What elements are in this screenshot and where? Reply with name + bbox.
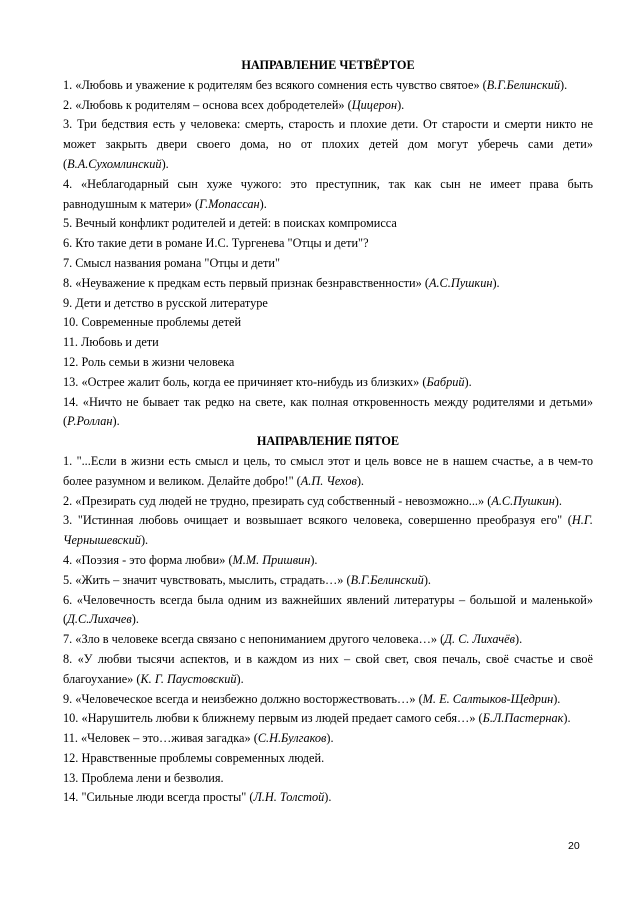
list-item [63, 313, 593, 333]
item-text-end: ). [310, 552, 318, 567]
quote-author: К. Г. Паустовский [140, 671, 237, 686]
section-five [63, 432, 593, 808]
list-item [63, 254, 593, 274]
list-item [63, 175, 593, 215]
item-text: 9. «Человеческое всегда и неизбежно должно восторжествовать…» ( [63, 691, 423, 706]
item-text: 3. "Истинная любовь очищает и возвышает всякого человека, совершенно преобразуя его" ( [63, 513, 572, 528]
item-text-end: ). [464, 374, 472, 389]
list-item [63, 551, 593, 571]
list-item [63, 650, 593, 690]
quote-author: М.М. Пришвин [232, 552, 311, 567]
quote-author: Б.Л.Пастернак [482, 711, 564, 726]
item-text-end: ). [140, 533, 149, 548]
list-item [63, 294, 593, 314]
list-item [63, 234, 593, 254]
item-text-end: ). [423, 572, 431, 587]
quote-author: Р.Роллан [67, 414, 113, 429]
list-item [63, 709, 593, 729]
item-text-end: ). [492, 275, 500, 290]
document-page [63, 56, 593, 808]
quote-author: В.Г.Белинский [350, 572, 424, 587]
item-text-end: ). [563, 711, 571, 726]
item-text: 4. «Поэзия - это форма любви» ( [63, 552, 233, 567]
item-text: 7. «Зло в человеке всегда связано с непониманием другого человека…» ( [63, 632, 445, 647]
item-text: 13. Проблема лени и безволия. [63, 770, 224, 785]
list-item [63, 76, 593, 96]
item-text: 2. «Презирать суд людей не трудно, презирать суд собственный - невозможно...» ( [63, 493, 492, 508]
quote-author: Д. С. Лихачёв [444, 632, 515, 647]
quote-author: А.С.Пушкин [491, 493, 555, 508]
item-text: 5. «Жить – значит чувствовать, мыслить, страдать…» ( [63, 572, 351, 587]
section-heading: НАПРАВЛЕНИЕ ЧЕТВЁРТОЕ [241, 58, 415, 72]
quote-author: Бабрий [426, 374, 465, 389]
item-text: 5. Вечный конфликт родителей и детей: в поисках компромисса [63, 216, 397, 231]
section-heading: НАПРАВЛЕНИЕ ПЯТОЕ [256, 434, 400, 449]
quote-author: А.П. Чехов [300, 473, 357, 488]
list-item [63, 591, 593, 631]
item-text-end: ). [324, 790, 332, 805]
item-text: 14. «Ничто не бывает так редко на свете, как полная откровенность между родителями и детьми» ( [63, 394, 593, 429]
item-text: 11. «Человек – это…живая загадка» ( [63, 731, 258, 746]
item-text-end: ). [356, 473, 364, 488]
item-text: 13. «Острее жалит боль, когда ее причиняет кто-нибудь из близких» ( [63, 374, 427, 389]
list-item [63, 788, 593, 808]
list-item [63, 769, 593, 789]
item-text-end: ). [397, 97, 405, 112]
item-text-end: ). [554, 493, 562, 508]
list-item [63, 373, 593, 393]
quote-author: А.С.Пушкин [428, 275, 493, 290]
list-item [63, 274, 593, 294]
item-text-end: ). [236, 671, 244, 686]
list-item [63, 690, 593, 710]
item-text: 2. «Любовь к родителям – основа всех добродетелей» ( [63, 97, 352, 112]
quote-author: М. Е. Салтыков-Щедрин [422, 691, 554, 706]
item-text: 6. Кто такие дети в романе И.С. Тургенева "Отцы и дети"? [63, 236, 369, 251]
list-item [63, 333, 593, 353]
item-text-end: ). [326, 731, 334, 746]
item-text: 14. "Сильные люди всегда просты" ( [63, 790, 254, 805]
list-item [63, 749, 593, 769]
quote-author: Цицерон [351, 97, 398, 112]
section-four [63, 56, 593, 432]
item-text-end: ). [161, 156, 169, 171]
item-text: 7. Смысл названия романа "Отцы и дети" [63, 255, 280, 270]
item-text: 1. «Любовь и уважение к родителям без всякого сомнения есть чувство святое» ( [63, 77, 487, 92]
list-item [63, 115, 593, 174]
list-item [63, 630, 593, 650]
page-number: 20 [568, 840, 580, 852]
item-text: 10. Современные проблемы детей [63, 315, 242, 330]
quote-author: Л.Н. Толстой [253, 790, 325, 805]
list-item [63, 214, 593, 234]
list-item [63, 492, 593, 512]
quote-author: Г.Мопассан [199, 196, 260, 211]
item-text-end: ). [560, 77, 568, 92]
section-items [63, 452, 593, 808]
quote-author: С.Н.Булгаков [257, 731, 327, 746]
quote-author: В.А.Сухомлинский [67, 156, 162, 171]
section-items [63, 76, 593, 432]
item-text-end: ). [131, 612, 139, 627]
item-text: 6. «Человечность всегда была одним из важнейших явлений литературы – большой и маленькой» ( [63, 592, 593, 627]
item-text: 3. Три бедствия есть у человека: смерть, старость и плохие дети. От старости и смерти никто не может закрыть двери своего дома, но от плохих детей дом могут уберечь сами дети» ( [63, 117, 593, 171]
item-text-end: ). [112, 414, 120, 429]
quote-author: В.Г.Белинский [486, 77, 561, 92]
item-text: 12. Нравственные проблемы современных людей. [63, 750, 325, 765]
item-text: 12. Роль семьи в жизни человека [63, 354, 235, 369]
item-text: 9. Дети и детство в русской литературе [63, 295, 268, 310]
item-text: 8. «Неуважение к предкам есть первый признак безнравственности» ( [63, 275, 429, 290]
list-item [63, 353, 593, 373]
item-text: 1. "...Если в жизни есть смысл и цель, то смысл этот и цель вовсе не в нашем счастье, а в чем-то более разумном и великом. Делайте добро!" ( [63, 453, 593, 488]
item-text-end: ). [553, 691, 561, 706]
quote-author: Н.Г. Чернышевский [63, 513, 593, 548]
list-item [63, 96, 593, 116]
list-item [63, 511, 593, 551]
item-text: 10. «Нарушитель любви к ближнему первым из людей предает самого себя…» ( [63, 711, 483, 726]
list-item [63, 729, 593, 749]
list-item [63, 452, 593, 492]
list-item [63, 571, 593, 591]
quote-author: Д.С.Лихачев [67, 612, 132, 627]
item-text-end: ). [514, 632, 523, 647]
item-text: 8. «У любви тысячи аспектов, и в каждом из них – свой свет, своя печаль, своё счастье и своё благоухание» ( [63, 651, 593, 686]
list-item [63, 393, 593, 433]
item-text-end: ). [259, 196, 267, 211]
item-text: 4. «Неблагодарный сын хуже чужого: это преступник, так как сын не имеет права быть равнодушным к матери» ( [63, 176, 593, 211]
item-text: 11. Любовь и дети [63, 335, 159, 350]
